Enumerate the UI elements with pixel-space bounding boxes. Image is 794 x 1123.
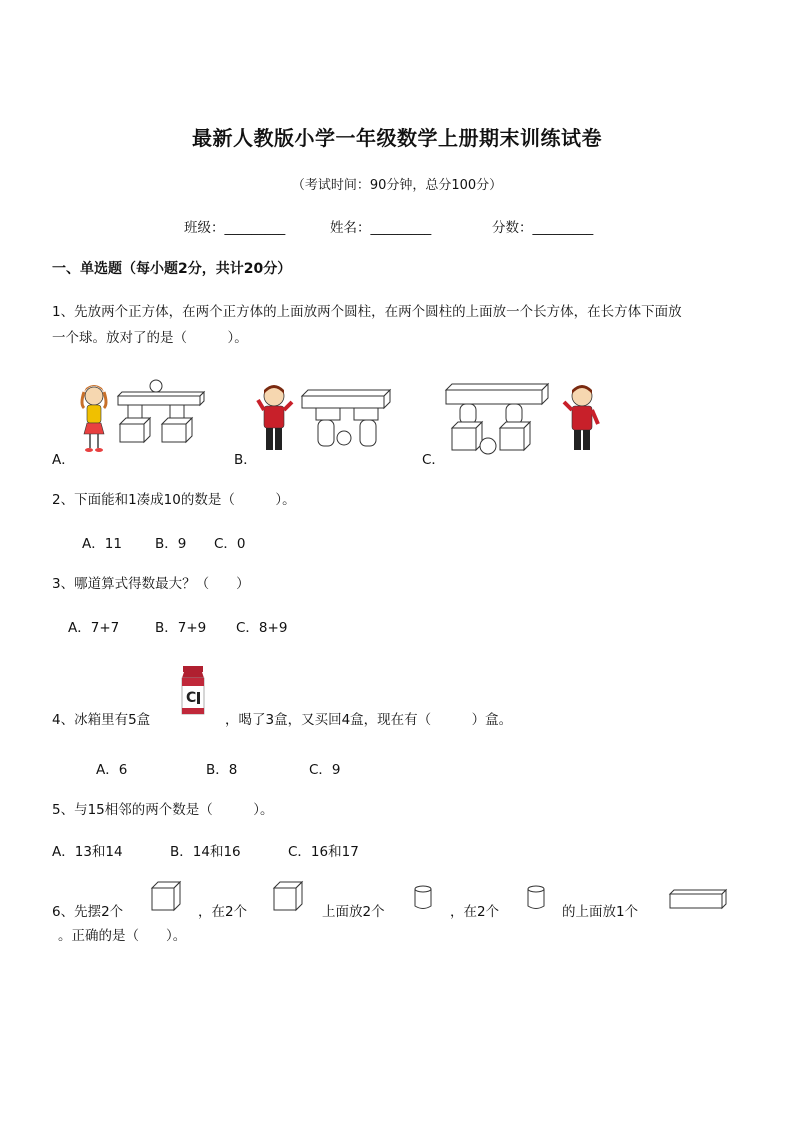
score-field[interactable]: 分数：_________ [492, 220, 594, 236]
q6-part2: ，在2个 [198, 904, 248, 920]
q6-stem-line2: 。正确的是（ ）。 [58, 928, 187, 944]
q6-part5: 的上面放1个 [562, 904, 639, 920]
q3-option-a[interactable]: A．7+7 [68, 620, 120, 636]
boy-figure [564, 385, 598, 450]
name-field[interactable]: 姓名：_________ [330, 220, 432, 236]
q5-option-b[interactable]: B．14和16 [170, 844, 241, 860]
q4-option-b[interactable]: B．8 [206, 762, 238, 778]
q4-stem-start: 4、冰箱里有5盒 [52, 712, 151, 728]
q5-option-a[interactable]: A．13和14 [52, 844, 123, 860]
block-structure-b [302, 390, 390, 446]
q1-stem-line2: 一个球。放对了的是（ ）。 [52, 330, 248, 346]
q2-option-a[interactable]: A．11 [82, 536, 122, 552]
q1-option-b-picture [258, 380, 398, 456]
cylinder-icon [526, 884, 546, 912]
q1-option-a[interactable]: A． [52, 452, 75, 468]
block-structure-c [446, 384, 548, 454]
class-field[interactable]: 班级：_________ [184, 220, 286, 236]
q5-option-c[interactable]: C．16和17 [288, 844, 359, 860]
q3-option-b[interactable]: B．7+9 [155, 620, 207, 636]
girl-figure [82, 385, 106, 452]
q1-option-c[interactable]: C． [422, 452, 445, 468]
boy-figure [258, 385, 292, 450]
exam-info: （考试时间：90分钟，总分100分） [291, 178, 503, 193]
q3-stem: 3、哪道算式得数最大？（ ） [52, 576, 250, 592]
q1-option-c-picture [444, 378, 614, 458]
milk-carton-icon [178, 664, 208, 718]
q4-option-c[interactable]: C．9 [309, 762, 341, 778]
q6-part4: ，在2个 [450, 904, 500, 920]
q4-option-a[interactable]: A．6 [96, 762, 128, 778]
q1-option-b[interactable]: B． [234, 452, 257, 468]
section-heading: 一、单选题（每小题2分，共计20分） [52, 261, 292, 277]
q2-option-c[interactable]: C．0 [214, 536, 246, 552]
block-structure-a [118, 380, 204, 442]
q2-stem: 2、下面能和1凑成10的数是（ ）。 [52, 492, 296, 508]
cuboid-icon [668, 888, 728, 910]
q1-option-a-picture [76, 378, 206, 458]
q4-stem-end: ，喝了3盒，又买回4盒，现在有（ ）盒。 [225, 712, 513, 728]
cylinder-icon [413, 884, 433, 912]
q1-stem-line1: 1、先放两个正方体，在两个正方体的上面放两个圆柱，在两个圆柱的上面放一个长方体，在长方体下面放 [52, 304, 682, 320]
q6-part1: 6、先摆2个 [52, 904, 124, 920]
q3-option-c[interactable]: C．8+9 [236, 620, 288, 636]
q2-option-b[interactable]: B．9 [155, 536, 187, 552]
cube-icon [272, 880, 304, 912]
cube-icon [150, 880, 182, 912]
q5-stem: 5、与15相邻的两个数是（ ）。 [52, 802, 274, 818]
q6-part3: 上面放2个 [322, 904, 385, 920]
svg-text:C: C [186, 690, 197, 706]
page-title: 最新人教版小学一年级数学上册期末训练试卷 [192, 126, 602, 150]
